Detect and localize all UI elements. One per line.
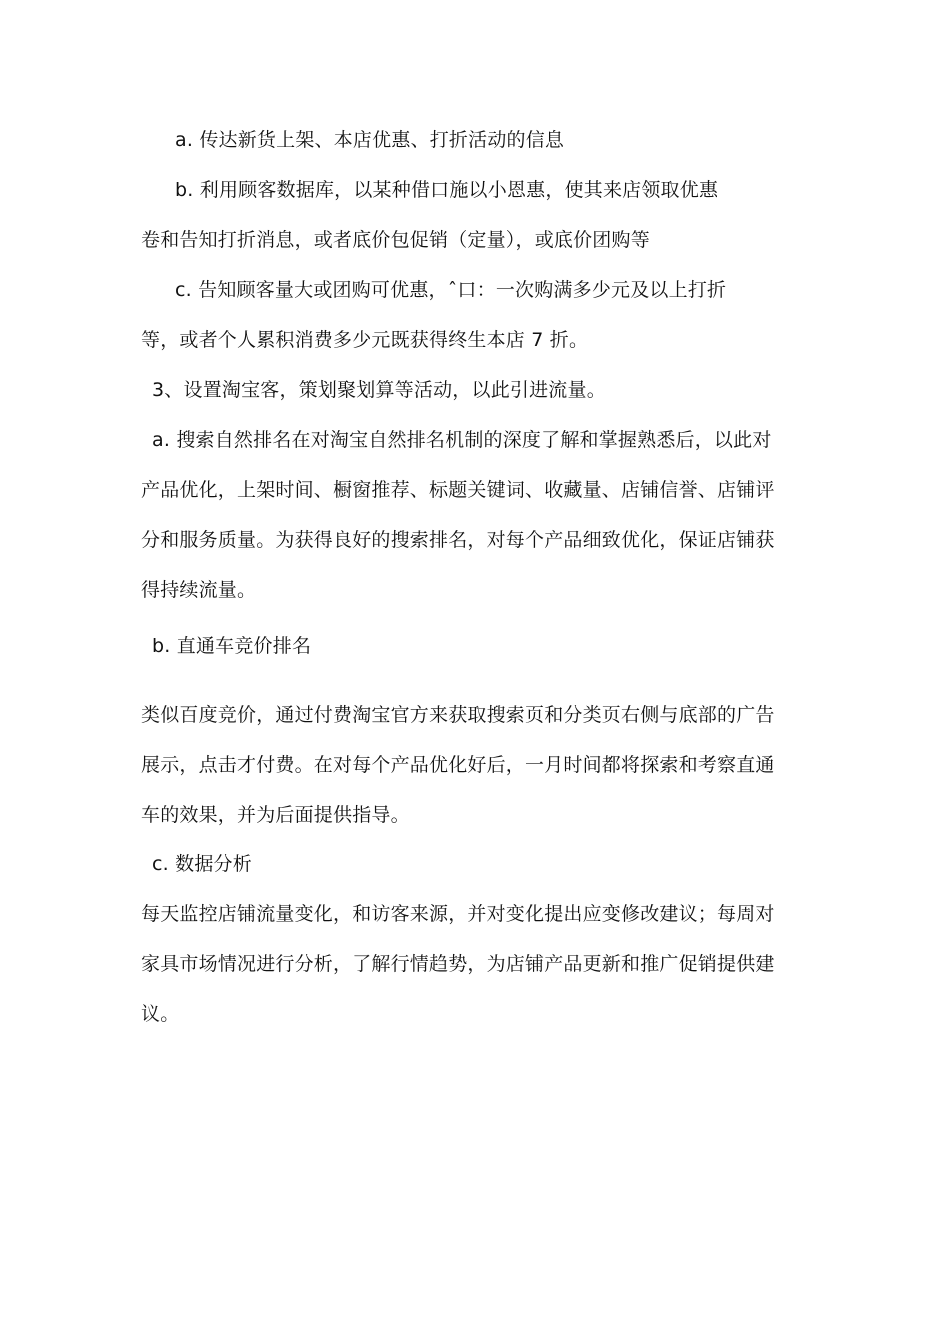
text-line-1: a. 传达新货上架、本店优惠、打折活动的信息 xyxy=(175,129,565,151)
subheading-c: c. 数据分析 xyxy=(152,853,252,875)
text-line-8: 产品优化，上架时间、橱窗推荐、标题关键词、收藏量、店铺信誉、店铺评 xyxy=(141,479,775,501)
text-line-7: a. 搜索自然排名在对淘宝自然排名机制的深度了解和掌握熟悉后，以此对 xyxy=(152,429,772,451)
text-line-13: 展示，点击才付费。在对每个产品优化好后，一月时间都将探索和考察直通 xyxy=(141,754,775,776)
text-line-3: 卷和告知打折消息，或者底价包促销（定量），或底价团购等 xyxy=(141,229,650,251)
text-line-12: 类似百度竞价，通过付费淘宝官方来获取搜索页和分类页右侧与底部的广告 xyxy=(141,704,775,726)
text-line-10: 得持续流量。 xyxy=(141,579,257,601)
text-line-17: 家具市场情况进行分析，了解行情趋势，为店铺产品更新和推广促销提供建 xyxy=(141,953,775,975)
section-heading-3: 3、设置淘宝客，策划聚划算等活动，以此引进流量。 xyxy=(152,379,606,401)
text-line-2: b. 利用顾客数据库，以某种借口施以小恩惠，使其来店领取优惠 xyxy=(175,179,719,201)
text-line-18: 议。 xyxy=(141,1003,180,1025)
text-line-4: c. 告知顾客量大或团购可优惠，ˆ口：一次购满多少元及以上打折 xyxy=(175,279,727,301)
subheading-b: b. 直通车竞价排名 xyxy=(152,635,312,657)
text-line-14: 车的效果，并为后面提供指导。 xyxy=(141,804,410,826)
text-line-16: 每天监控店铺流量变化，和访客来源，并对变化提出应变修改建议；每周对 xyxy=(141,903,775,925)
text-line-5: 等，或者个人累积消费多少元既获得终生本店 7 折。 xyxy=(141,329,589,351)
text-line-9: 分和服务质量。为获得良好的搜索排名，对每个产品细致优化，保证店铺获 xyxy=(141,529,775,551)
